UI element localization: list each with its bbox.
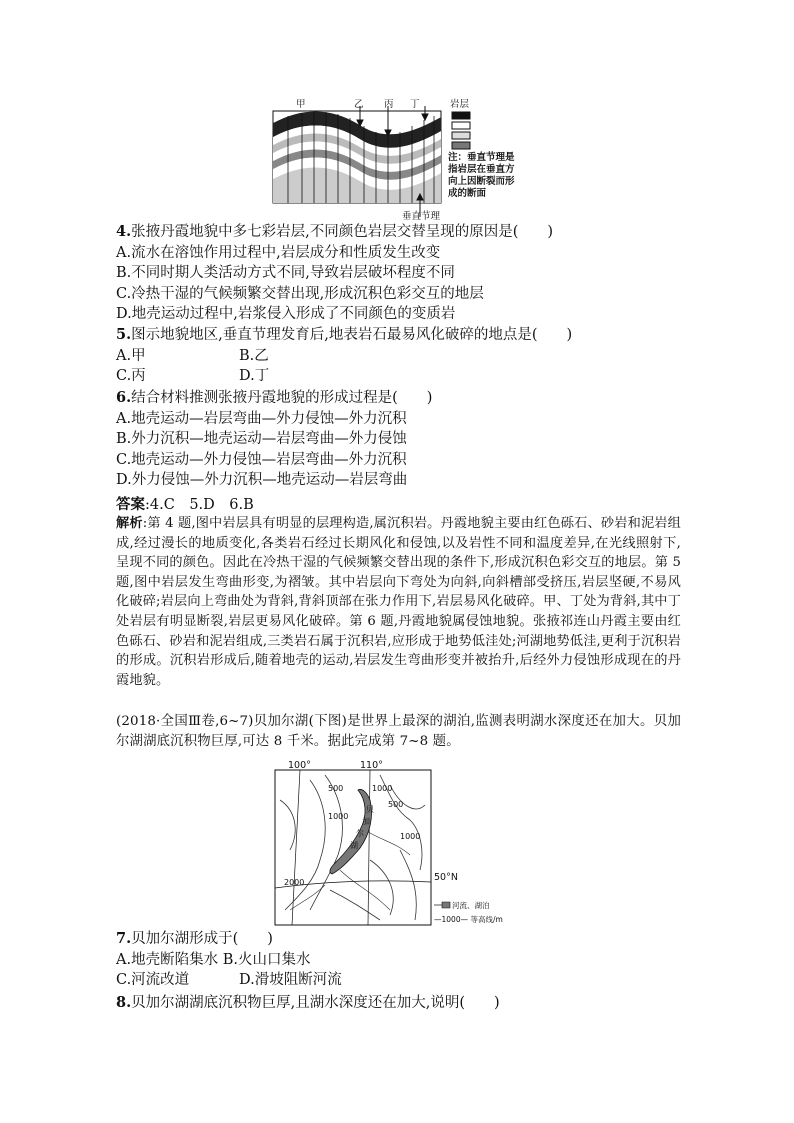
contour-label: 500 [328, 784, 344, 793]
option-b: B.火山口集水 [222, 951, 311, 968]
option-d: D.滑坡阻断河流 [239, 972, 342, 988]
contour-label: 500 [388, 800, 404, 809]
material-text: (2018·全国Ⅲ卷,6~7)贝加尔湖(下图)是世界上最深的湖泊,监测表明湖水深度还在加大。贝加尔湖湖底沉积物巨厚,可达 8 千米。据此完成第 7~8 题。 [116, 714, 681, 749]
option-c: C.地壳运动—外力侵蚀—岩层弯曲—外力沉积 [116, 451, 407, 468]
figure-caption: 垂直节理 [402, 211, 441, 222]
rock-layer-figure [268, 96, 528, 222]
option-b: B.不同时期人类活动方式不同,导致岩层破坏程度不同 [116, 265, 455, 281]
option-d: D.丁 [239, 368, 270, 384]
question-stem [116, 929, 342, 950]
question-4 [116, 222, 553, 325]
question-stem [116, 222, 553, 243]
option-b: B.乙 [239, 347, 269, 364]
lake-label: 贝 [366, 805, 374, 814]
option-b: B.外力沉积—地壳运动—岩层弯曲—外力侵蚀 [116, 431, 407, 447]
label-jia: 甲 [296, 99, 306, 110]
stem-text: 贝加尔湖湖底沉积物巨厚,且湖水深度还在加大,说明( ) [131, 995, 500, 1011]
answer-text: :4.C 5.D 6.B [145, 497, 254, 513]
option-a: A.流水在溶蚀作用过程中,岩层成分和性质发生改变 [116, 244, 441, 261]
explanation-text: :第 4 题,图中岩层具有明显的层理构造,属沉积岩。丹霞地貌主要由红色砾石、砂岩和泥岩组成,经过漫长的地质变化,各类岩石经过长期风化和侵蚀,以及岩性不同和温度差异,在光线照射下,呈现不同的颜色。因此在冷热干湿的气候频繁交替出现的条件下,形成沉积色彩交互的地层。第 5 题,图中岩层发生弯曲形变,为褶皱。其中岩层向下弯处为向斜,向斜槽部受挤压,岩层坚硬,不易风化破碎;岩层向上弯曲处为背斜,背斜顶部在张力作用下,岩层易风化破碎。甲、丁处为背斜,其中丁处岩层有明显断裂,岩层更易风化破碎。第 6 题,丹霞地貌属侵蚀地貌。张掖祁连山丹霞主要由红色砾石、砂岩和泥岩组成,三类岩石属于沉积岩,应形成于地势低洼处;河湖地势低洼,更利于沉积岩的形成。沉积岩形成后,随着地壳的运动,岩层发生弯曲形变并被抬升,后经外力侵蚀形成现在的丹霞地貌。 [116, 516, 681, 688]
question-number: 8. [116, 994, 132, 1011]
question-stem [116, 325, 572, 346]
option-d: D.地壳运动过程中,岩浆侵入形成了不同颜色的变质岩 [116, 306, 456, 322]
legend-title: 岩层 [450, 99, 470, 110]
option-row [116, 950, 342, 971]
question-number: 5. [116, 326, 132, 343]
question-7 [116, 929, 342, 991]
option-c: C.河流改道 [116, 972, 190, 988]
option-a: A.地壳运动—岩层弯曲—外力侵蚀—外力沉积 [116, 410, 407, 427]
stem-text: 贝加尔湖形成于( ) [131, 931, 273, 947]
figure-note [448, 152, 515, 200]
legend-contour: —1000— 等高线/m [434, 915, 503, 924]
note-line: 指岩层在垂直方 [448, 164, 515, 175]
question-number: 4. [116, 223, 132, 240]
baikal-map [270, 760, 532, 928]
note-line: 成的断面 [448, 188, 487, 199]
legend-river: 河流、湖泊 [452, 901, 490, 910]
option-a: A.甲 [116, 347, 146, 364]
lon-110: 110° [360, 760, 383, 771]
stem-text: 张掖丹霞地貌中多七彩岩层,不同颜色岩层交替呈现的原因是( ) [131, 224, 554, 240]
label-bing: 丙 [384, 99, 394, 110]
question-number: 7. [116, 930, 132, 947]
explanation [116, 514, 681, 690]
lake-label: 湖 [350, 841, 358, 850]
note-line: 向上因断裂而形 [448, 176, 515, 187]
option-c: C.丙 [116, 368, 146, 384]
stem-text: 结合材料推测张掖丹霞地貌的形成过程是( ) [131, 390, 433, 406]
lake-label: 尔 [356, 829, 364, 838]
question-number: 6. [116, 389, 132, 406]
contour-label: 1000 [372, 784, 393, 793]
option-row [116, 970, 342, 991]
label-yi: 乙 [354, 99, 364, 110]
option-row [116, 346, 572, 367]
question-8 [116, 993, 500, 1014]
question-6 [116, 388, 432, 491]
explanation-tag: 解析 [116, 516, 143, 531]
baikal-map-svg [270, 760, 532, 928]
contour-label: 2000 [284, 878, 305, 887]
option-row [116, 366, 572, 387]
question-stem [116, 388, 432, 409]
option-d: D.外力侵蚀—外力沉积—地壳运动—岩层弯曲 [116, 472, 408, 488]
stem-text: 图示地貌地区,垂直节理发育后,地表岩石最易风化破碎的地点是( ) [131, 327, 573, 343]
contour-label: 1000 [400, 832, 421, 841]
contour-label: 1000 [328, 812, 349, 821]
lake-label: 加 [362, 817, 370, 826]
option-a: A.地壳断陷集水 [116, 951, 219, 968]
label-ding: 丁 [410, 99, 420, 110]
answer-line [116, 493, 254, 514]
lon-100: 100° [288, 760, 311, 771]
answer-tag: 答案 [116, 497, 145, 513]
lat-50n: 50°N [434, 872, 458, 883]
note-line: 注：垂直节理是 [448, 152, 515, 163]
option-c: C.冷热干湿的气候频繁交替出现,形成沉积色彩交互的地层 [116, 285, 484, 302]
question-5 [116, 325, 572, 387]
